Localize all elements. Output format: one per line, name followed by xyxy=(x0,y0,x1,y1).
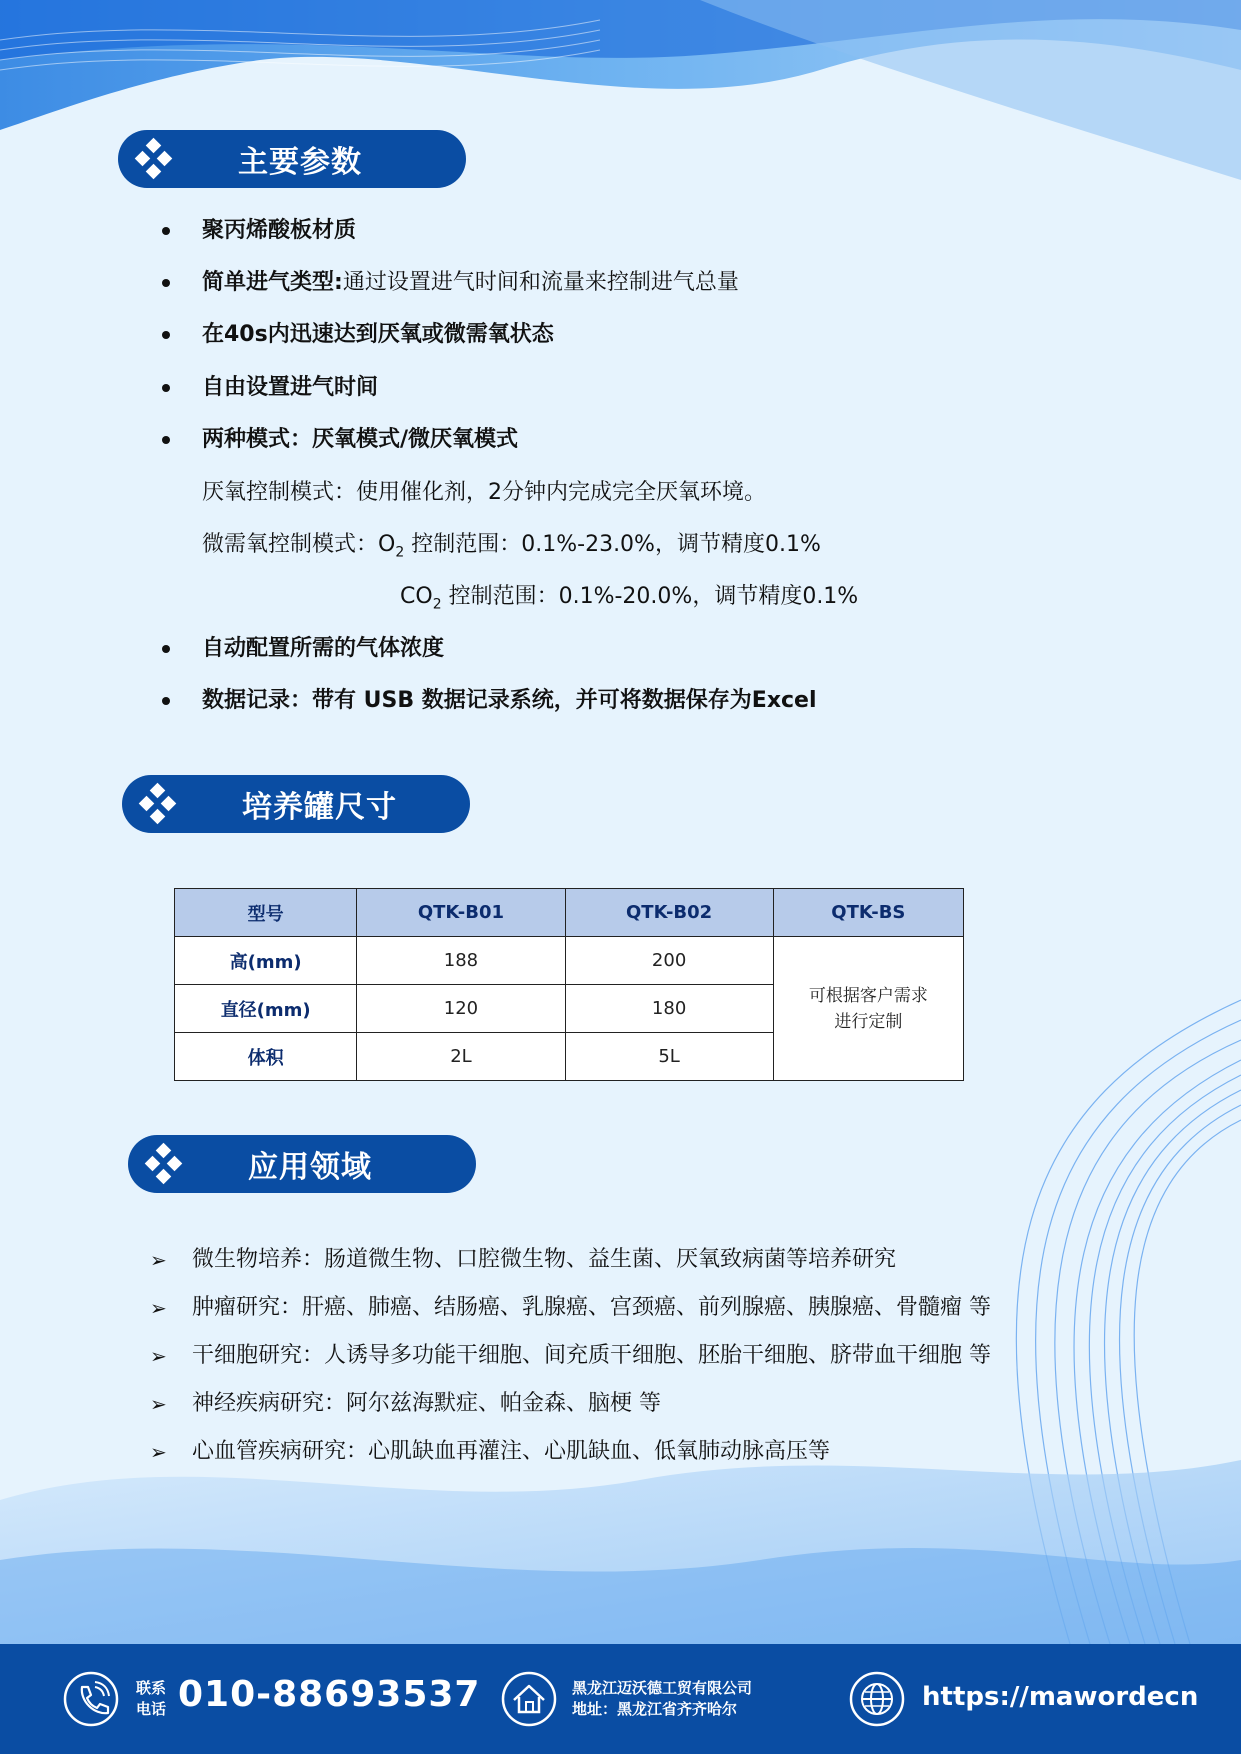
section-title: 应用领域 xyxy=(248,1150,372,1185)
arrow-bullet-icon: ➢ xyxy=(150,1344,167,1368)
arrow-bullet-icon: ➢ xyxy=(150,1248,167,1272)
phone-number: 010-88693537 xyxy=(178,1674,481,1715)
bullet-icon xyxy=(162,227,170,235)
phone-icon xyxy=(62,1670,120,1728)
arrow-bullet-icon: ➢ xyxy=(150,1440,167,1464)
home-icon xyxy=(500,1670,558,1728)
bullet-icon xyxy=(162,697,170,705)
contact-label: 联系 电话 xyxy=(136,1679,167,1718)
diamond-cluster-icon xyxy=(142,1142,186,1186)
bullet-icon xyxy=(162,645,170,653)
section-title: 培养罐尺寸 xyxy=(242,790,397,825)
table-header-row: 型号 QTK-B01 QTK-B02 QTK-BS xyxy=(175,889,964,937)
mode-microaerobic: 微需氧控制模式：$O_2$ 控制范围：0.1%-23.0%，调节精度0.1% xyxy=(202,532,821,561)
custom-note: 可根据客户需求 进行定制 xyxy=(773,937,963,1081)
table-row: 直径(mm) 120 180 xyxy=(175,985,964,1033)
website-link[interactable]: https://mawordecn xyxy=(922,1682,1199,1712)
globe-icon xyxy=(848,1670,906,1728)
bullet-icon xyxy=(162,384,170,392)
table-row: 高(mm) 188 200 可根据客户需求 进行定制 xyxy=(175,937,964,985)
bullet-icon xyxy=(162,279,170,287)
section-title: 主要参数 xyxy=(238,145,362,180)
section-header-params xyxy=(118,130,466,188)
diamond-cluster-icon xyxy=(136,782,180,826)
diamond-cluster-icon xyxy=(132,137,176,181)
company-info: 黑龙江迈沃德工贸有限公司 地址：黑龙江省齐齐哈尔 xyxy=(572,1679,753,1718)
size-table xyxy=(174,888,964,1081)
arrow-bullet-icon: ➢ xyxy=(150,1296,167,1320)
bullet-icon xyxy=(162,436,170,444)
section-header-application xyxy=(128,1135,476,1193)
mode-co2: $CO_2$ 控制范围：0.1%-20.0%，调节精度0.1% xyxy=(400,584,859,613)
bullet-icon xyxy=(162,331,170,339)
mode-anaerobic: 厌氧控制模式：使用催化剂，2分钟内完成完全厌氧环境。 xyxy=(202,480,766,505)
footer-bar xyxy=(0,1644,1241,1754)
section-header-size xyxy=(122,775,470,833)
table-row: 体积 2L 5L xyxy=(175,1033,964,1081)
arrow-bullet-icon: ➢ xyxy=(150,1392,167,1416)
